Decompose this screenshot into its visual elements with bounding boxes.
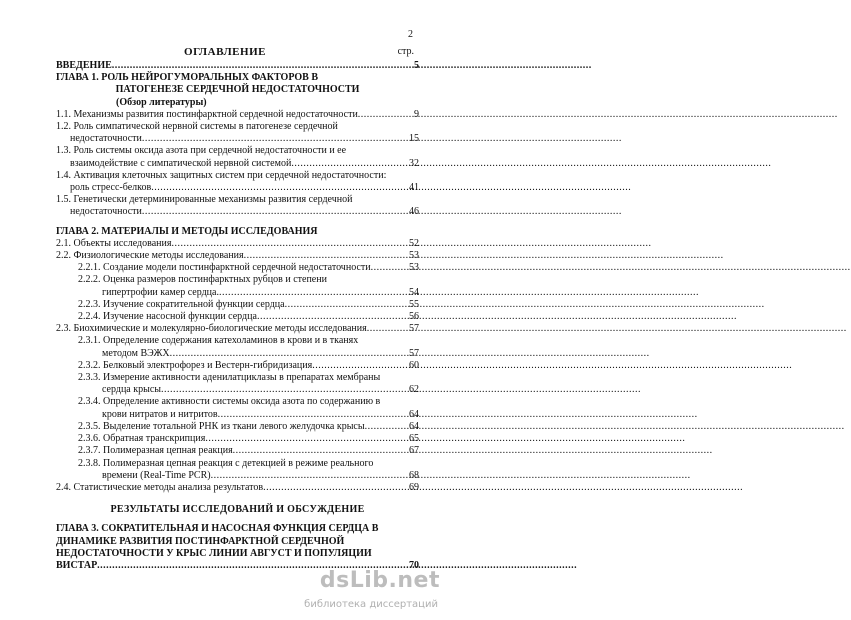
toc-entry[interactable] <box>56 335 419 359</box>
toc-entry-text: 2.2.3. Изучение сократительной функции сердца <box>78 298 285 310</box>
toc-entry-text: 2.2.1. Создание модели постинфарктной сердечной недостаточности <box>78 262 371 274</box>
toc-entry-page: 41 <box>409 182 419 194</box>
toc-entry[interactable] <box>56 372 419 396</box>
toc-entry-text: 2.3. Биохимические и молекулярно-биологические методы исследования <box>56 323 367 335</box>
toc-entry-text: 2.3.7. Полимеразная цепная реакция <box>78 445 233 457</box>
toc-entry[interactable] <box>56 433 419 445</box>
chapter3-title-line3: НЕДОСТАТОЧНОСТИ У КРЫС ЛИНИИ АВГУСТ И ПОПУЛЯЦИИ <box>56 547 372 559</box>
chapter1-title: ГЛАВА 1. РОЛЬ НЕЙРОГУМОРАЛЬНЫХ ФАКТОРОВ В <box>56 72 319 84</box>
chapter1-title-line2: ПАТОГЕНЕЗЕ СЕРДЕЧНОЙ НЕДОСТАТОЧНОСТИ <box>115 84 360 96</box>
toc-entry-text: 2.2.4. Изучение насосной функции сердца <box>78 311 257 323</box>
toc-entry-page: 57 <box>409 347 419 359</box>
toc-entry-page: 32 <box>409 157 419 169</box>
toc-entry-text: 1.1. Механизмы развития постинфарктной сердечной недостаточности <box>56 108 358 120</box>
toc-entry-page: 53 <box>409 262 419 274</box>
toc-entry-page: 56 <box>409 311 419 323</box>
toc-entry-page: 64 <box>409 408 419 420</box>
toc-entry[interactable] <box>56 323 419 335</box>
toc-entry-text: 2.3.6. Обратная транскрипция <box>78 433 206 445</box>
toc-entry-page: 52 <box>409 237 419 249</box>
toc-entry-text-cont: роль стресс-белков <box>70 182 152 194</box>
toc-entry-page: 64 <box>409 420 419 432</box>
toc-entry-page: 53 <box>409 250 419 262</box>
toc-entry[interactable] <box>56 445 419 457</box>
toc-entry-text: 1.5. Генетически детерминированные механизмы развития сердечной <box>56 194 353 206</box>
toc-entry-text: 2.1. Объекты исследования <box>56 237 172 249</box>
toc-entry-page: 57 <box>409 323 419 335</box>
toc-entry-page: 54 <box>409 286 419 298</box>
toc-entry[interactable] <box>56 299 419 311</box>
toc-entry-text-cont: сердца крысы <box>102 384 161 396</box>
toc-entry-page: 60 <box>409 359 419 371</box>
toc-entry-text: 2.3.3. Измерение активности аденилатциклазы в препаратах мембраны <box>78 372 381 384</box>
toc-entry[interactable] <box>56 482 419 494</box>
chapter3-title: ГЛАВА 3. СОКРАТИТЕЛЬНАЯ И НАСОСНАЯ ФУНКЦИЯ СЕРДЦА В <box>56 523 379 535</box>
page-column-label: стр. <box>397 46 414 57</box>
toc-entry-text: 2.2.2. Оценка размеров постинфарктных рубцов и степени <box>78 274 327 286</box>
toc-entry-page: 46 <box>409 206 419 218</box>
toc-entry-page: 62 <box>409 384 419 396</box>
toc-entry-text: 2.3.8. Полимеразная цепная реакция с детекцией в режиме реального <box>78 457 374 469</box>
toc-entry-text: 2.4. Статистические методы анализа результатов <box>56 481 264 493</box>
toc-entry[interactable] <box>56 311 419 323</box>
toc-entry-text: 1.2. Роль симпатической нервной системы в патогенезе сердечной <box>56 121 338 133</box>
toc-entry-page: 15 <box>409 133 419 145</box>
chapter3-title-line2: ДИНАМИКЕ РАЗВИТИЯ ПОСТИНФАРКТНОЙ СЕРДЕЧНОЙ <box>56 535 345 547</box>
toc-entry[interactable] <box>56 421 419 433</box>
toc-entry-page: 69 <box>409 481 419 493</box>
toc-entry[interactable] <box>56 262 419 274</box>
toc-entry-text: 2.3.1. Определение содержания катехоламинов в крови и в тканях <box>78 335 359 347</box>
toc-entry-text: 2.3.5. Выделение тотальной РНК из ткани левого желудочка крысы <box>78 420 365 432</box>
toc-entry[interactable] <box>56 274 419 298</box>
toc-entry-intro[interactable]: ВВЕДЕНИЕ ..... 5 <box>56 60 419 72</box>
toc-entry[interactable] <box>56 109 419 121</box>
toc-entry-text-cont: недостаточности <box>70 206 142 218</box>
chapter3-title-line4[interactable]: ВИСТАР ..... 70 <box>56 560 419 572</box>
toc-entry[interactable] <box>56 238 419 250</box>
toc-entry[interactable] <box>56 360 419 372</box>
toc-entry-page: 68 <box>409 469 419 481</box>
toc-entry-text: 1.4. Активация клеточных защитных систем при сердечной недостаточности: <box>56 169 387 181</box>
toc-entry[interactable] <box>56 145 419 169</box>
toc-entry-page: 55 <box>409 298 419 310</box>
toc-entry[interactable] <box>56 396 419 420</box>
toc-entry-text-cont: гипертрофии камер сердца. <box>102 286 219 298</box>
toc-entry[interactable] <box>56 250 419 262</box>
toc-entry-text-cont: времени (Real-Time PCR) <box>102 469 211 481</box>
table-of-contents <box>56 60 419 572</box>
toc-entry[interactable] <box>56 121 419 145</box>
toc-entry-text: 1.3. Роль системы оксида азота при сердечной недостаточности и ее <box>56 145 347 157</box>
toc-entry[interactable] <box>56 194 419 218</box>
toc-entry-text: 2.2. Физиологические методы исследования <box>56 250 244 262</box>
page-number: 2 <box>408 29 413 40</box>
toc-entry-text: 2.3.4. Определение активности системы оксида азота по содержанию в <box>78 396 381 408</box>
toc-entry-page: 9 <box>414 108 419 120</box>
chapter2-title: ГЛАВА 2. МАТЕРИАЛЫ И МЕТОДЫ ИССЛЕДОВАНИЯ <box>56 225 318 237</box>
toc-entry-page: 67 <box>409 445 419 457</box>
toc-entry[interactable] <box>56 458 419 482</box>
toc-entry-text: 2.3.2. Белковый электрофорез и Вестерн-гибридизация <box>78 359 313 371</box>
toc-entry-text-cont: недостаточности <box>70 133 142 145</box>
results-heading: РЕЗУЛЬТАТЫ ИССЛЕДОВАНИЙ И ОБСУЖДЕНИЕ <box>110 504 365 516</box>
toc-entry-text-cont: взаимодействие с симпатической нервной системой <box>70 157 292 169</box>
toc-entry-text-cont: крови нитратов и нитритов <box>102 408 218 420</box>
watermark-logo: dsLib.net библиотека диссертаций <box>304 568 440 610</box>
toc-entry[interactable] <box>56 170 419 194</box>
toc-entry-page: 65 <box>409 433 419 445</box>
chapter1-subtitle: (Обзор литературы) <box>116 96 207 108</box>
toc-title: ОГЛАВЛЕНИЕ <box>184 46 266 58</box>
toc-entry-text-cont: методом ВЭЖХ <box>102 347 170 359</box>
